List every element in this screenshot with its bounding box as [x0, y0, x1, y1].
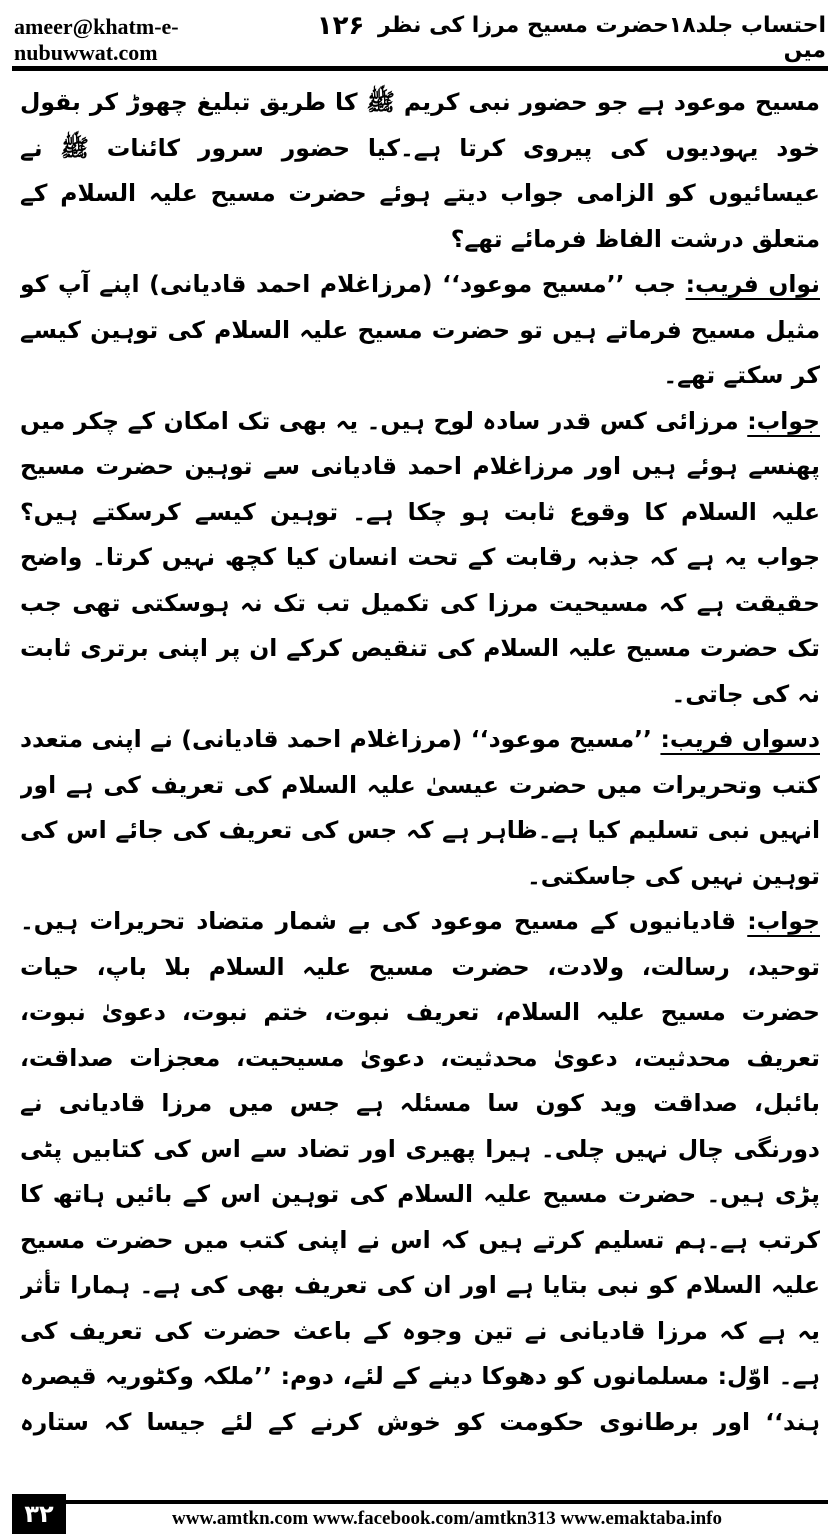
paragraph-1-text: مسیح موعود ہے جو حضور نبی کریم ﷺ کا طریق تبلیغ چھوڑ کر بقول خود یہودیوں کی پیروی کرتا ہے۔کیا حضور سرور کائنات ﷺ نے عیسائیوں کو الزامی جواب دیتے ہوئے حضرت مسیح علیہ السلام کے متعلق درشت الفاظ فرمائے تھے؟: [20, 88, 820, 253]
page-header: [14, 12, 826, 64]
paragraph-1: [20, 80, 820, 262]
page-body: [20, 80, 820, 1450]
paragraph-3: [20, 399, 820, 718]
paragraph-2-text: جب ’’مسیح موعود‘‘ (مرزاغلام احمد قادیانی) اپنے آپ کو مثیل مسیح فرماتے ہیں تو حضرت مسیح علیہ السلام کی توہین کیسے کر سکتے تھے۔: [20, 270, 820, 389]
paragraph-5-text: قادیانیوں کے مسیح موعود کی بے شمار متضاد تحریرات ہیں۔ توحید، رسالت، ولادت، حضرت مسیح علیہ السلام بلا باپ، حیات حضرت مسیح علیہ السلام، تعریف نبوت، ختم نبوت، دعویٰ نبوت، تعریف محدثیت، دعویٰ محدثیت، دعویٰ مسیحیت، معجزات صداقت، بائبل، صداقت وید کون سا مسئلہ ہے جس میں مرزا قادیانی نے دورنگی چال نہیں چلی۔ ہیرا پھیری اور تضاد سے اس کی کتابیں پٹی پڑی ہیں۔ حضرت مسیح علیہ السلام کی توہین اس کے بائیں ہاتھ کا کرتب ہے۔ہم تسلیم کرتے ہیں کہ اس نے اپنی کتب میں حضرت مسیح علیہ السلام کو نبی بتایا ہے اور ان کی تعریف بھی کی ہے۔ ہمارا تأثر یہ ہے کہ مرزا قادیانی نے تین وجوہ کے باعث حضرت کی تعریف کی ہے۔ اوّل: مسلمانوں کو دھوکا دینے کے لئے، دوم: ’’ملکہ وکٹوریہ قیصرہ ہند‘‘ اور برطانوی حکومت کو خوش کرنے کے لئے جیسا کہ ستارہ: [20, 907, 820, 1436]
folio-number: ۳۲: [12, 1494, 66, 1534]
paragraph-2: [20, 262, 820, 399]
header-email: ameer@khatm-e-nubuwwat.com: [14, 13, 179, 65]
footer-urls: www.amtkn.com www.facebook.com/amtkn313 www.emaktaba.info: [172, 1508, 722, 1529]
paragraph-4-text: ’’مسیح موعود‘‘ (مرزاغلام احمد قادیانی) نے اپنی متعدد کتب وتحریرات میں حضرت عیسیٰ علیہ السلام کی تعریف کی ہے اور انہیں نبی تسلیم کیا ہے۔ظاہر ہے کہ جس کی تعریف کی جائے اس کی توہین نہیں کی جاسکتی۔: [20, 725, 820, 890]
paragraph-4: [20, 717, 820, 899]
paragraph-4-label: دسواں فریب:: [660, 725, 820, 753]
header-rule: [12, 66, 828, 71]
header-left: [14, 11, 364, 66]
paragraph-5-label: جواب:: [747, 907, 820, 935]
header-page-number: ۱۲۶: [316, 10, 365, 41]
header-running-title: احتساب جلد۱۸حضرت مسیح مرزا کی نظر میں: [378, 13, 826, 63]
footer-right: [66, 1494, 828, 1534]
paragraph-2-label: نواں فریب:: [685, 270, 820, 298]
page-footer: [12, 1494, 828, 1534]
paragraph-5: [20, 899, 820, 1450]
paragraph-3-label: جواب:: [747, 406, 820, 435]
paragraph-3-text: مرزائی کس قدر سادہ لوح ہیں۔ یہ بھی تک امکان کے چکر میں پھنسے ہوئے ہیں اور مرزاغلام احمد قادیانی سے توہین حضرت مسیح علیہ السلام کا وقوع ثابت ہو چکا ہے۔ توہین کیسے کرسکتے ہیں؟ جواب یہ ہے کہ جذبہ رقابت کے تحت انسان کیا کچھ نہیں کرتا۔ واضح حقیقت ہے کہ مسیحیت مرزا کی تکمیل تب تک نہ ہوسکتی تھی جب تک حضرت مسیح علیہ السلام کی تنقیص کرکے ان پر اپنی برتری ثابت نہ کی جاتی۔: [20, 406, 820, 708]
